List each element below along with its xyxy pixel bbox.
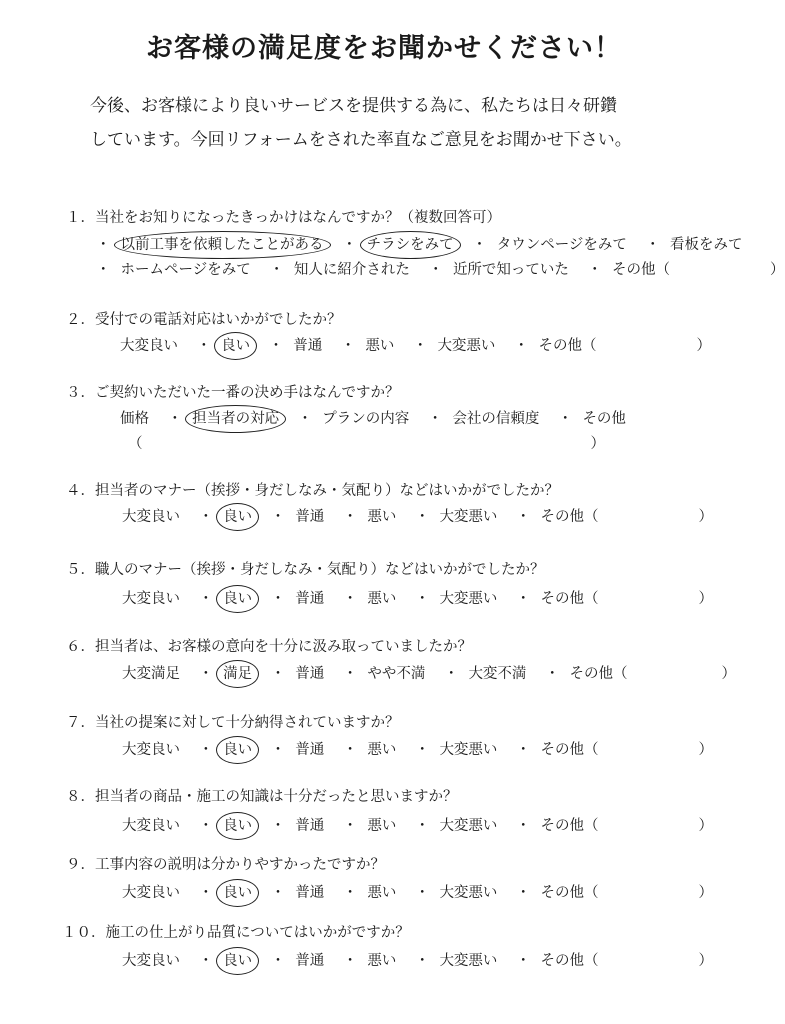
- option-price[interactable]: 価格: [120, 411, 149, 427]
- question-text: 施工の仕上がり品質についてはいかがですか？: [105, 925, 410, 941]
- option-other[interactable]: その他（: [540, 885, 599, 901]
- option-very-good[interactable]: 大変良い: [122, 742, 180, 758]
- question-text: 当社の提案に対して十分納得されていますか？: [95, 715, 400, 731]
- question-2-options: 大変良い ・ 良い ・ 普通 ・ 悪い ・ 大変悪い ・ その他（ ）: [120, 338, 712, 354]
- question-4-options: 大変良い ・ 良い ・ 普通 ・ 悪い ・ 大変悪い ・ その他（ ）: [122, 509, 714, 525]
- option-very-bad[interactable]: 大変悪い: [437, 338, 496, 354]
- option-very-bad[interactable]: 大変悪い: [439, 591, 498, 607]
- question-number: １．: [66, 210, 95, 226]
- page-title: お客様の満足度をお聞かせください！: [146, 33, 622, 64]
- question-9-options: 大変良い ・ 良い ・ 普通 ・ 悪い ・ 大変悪い ・ その他（ ）: [122, 885, 714, 901]
- option-good[interactable]: 良い: [223, 818, 253, 834]
- option-good[interactable]: 良い: [223, 742, 253, 758]
- question-7-options: 大変良い ・ 良い ・ 普通 ・ 悪い ・ 大変悪い ・ その他（ ）: [122, 742, 714, 758]
- question-5-options: 大変良い ・ 良い ・ 普通 ・ 悪い ・ 大変悪い ・ その他（ ）: [122, 591, 714, 607]
- option-other[interactable]: その他（: [540, 742, 599, 758]
- question-1: [66, 209, 501, 227]
- option-very-bad[interactable]: 大変悪い: [439, 742, 498, 758]
- option-other[interactable]: その他（: [540, 953, 599, 969]
- question-4: ４．担当者のマナー（挨拶・身だしなみ・気配り）などはいかがでしたか？: [66, 483, 559, 499]
- option-bad[interactable]: 悪い: [367, 953, 397, 969]
- question-3-options: 価格 ・ 担当者の対応 ・ プランの内容 ・ 会社の信頼度 ・ その他: [120, 411, 626, 427]
- option-normal[interactable]: 普通: [293, 338, 323, 354]
- option-good[interactable]: 良い: [223, 509, 253, 525]
- option-very-bad[interactable]: 大変悪い: [439, 818, 498, 834]
- option-normal[interactable]: 普通: [295, 953, 325, 969]
- question-5: ５．職人のマナー（挨拶・身だしなみ・気配り）などはいかがでしたか？: [66, 562, 545, 578]
- option-bad[interactable]: 悪い: [367, 509, 397, 525]
- option-neighborhood[interactable]: 近所で知っていた: [452, 262, 569, 278]
- question-10-options: 大変良い ・ 良い ・ 普通 ・ 悪い ・ 大変悪い ・ その他（ ）: [122, 953, 714, 969]
- option-other[interactable]: その他（: [540, 818, 599, 834]
- question-text: 担当者の商品・施工の知識は十分だったと思いますか？: [95, 789, 458, 805]
- option-plan-content[interactable]: プランの内容: [322, 411, 410, 427]
- option-other[interactable]: その他（: [540, 591, 599, 607]
- option-company-trust[interactable]: 会社の信頼度: [452, 411, 540, 427]
- close-paren: ）: [770, 262, 785, 278]
- option-very-good[interactable]: 大変良い: [122, 818, 180, 834]
- option-homepage[interactable]: ホームページをみて: [120, 262, 251, 278]
- option-bad[interactable]: 悪い: [367, 591, 397, 607]
- question-1-options-row-1: ・ 以前工事を依頼したことがある ・ チラシをみて ・ タウンページをみて ・ 看板をみて: [96, 237, 743, 253]
- intro-line-1: 今後、お客様により良いサービスを提供する為に、私たちは日々研鑽: [90, 96, 617, 116]
- option-referral[interactable]: 知人に紹介された: [293, 262, 410, 278]
- question-8-options: 大変良い ・ 良い ・ 普通 ・ 悪い ・ 大変悪い ・ その他（ ）: [122, 818, 714, 834]
- option-staff-response[interactable]: 担当者の対応: [192, 411, 280, 427]
- option-bad[interactable]: 悪い: [367, 885, 397, 901]
- option-very-bad[interactable]: 大変悪い: [439, 885, 498, 901]
- option-town-page[interactable]: タウンページをみて: [496, 237, 627, 253]
- option-normal[interactable]: 普通: [295, 742, 325, 758]
- question-text: ご契約いただいた一番の決め手はなんですか？: [95, 385, 400, 401]
- question-text: 工事内容の説明は分かりやすかったですか？: [95, 857, 385, 873]
- option-other[interactable]: その他（: [612, 262, 671, 278]
- question-8: ８．担当者の商品・施工の知識は十分だったと思いますか？: [66, 789, 458, 805]
- question-1-options-row-2: ・ ホームページをみて ・ 知人に紹介された ・ 近所で知っていた ・ その他（ ）: [96, 262, 785, 278]
- option-other[interactable]: その他: [582, 411, 626, 427]
- question-10: １０．施工の仕上がり品質についてはいかがですか？: [62, 925, 410, 941]
- option-other[interactable]: その他（: [540, 509, 599, 525]
- option-very-good[interactable]: 大変良い: [120, 338, 178, 354]
- option-flyer[interactable]: チラシをみて: [366, 237, 454, 253]
- intro-line-2: しています。今回リフォームをされた率直なご意見をお聞かせ下さい。: [90, 130, 632, 150]
- question-text: 担当者のマナー（挨拶・身だしなみ・気配り）などはいかがでしたか？: [95, 483, 559, 499]
- question-text: 受付での電話対応はいかがでしたか？: [95, 312, 342, 328]
- option-satisfied[interactable]: 満足: [223, 666, 253, 682]
- option-very-bad[interactable]: 大変悪い: [439, 953, 498, 969]
- option-very-good[interactable]: 大変良い: [122, 509, 180, 525]
- question-3: ３．ご契約いただいた一番の決め手はなんですか？: [66, 385, 400, 401]
- option-very-good[interactable]: 大変良い: [122, 953, 180, 969]
- option-good[interactable]: 良い: [223, 591, 253, 607]
- option-slightly-dissatisfied[interactable]: やや不満: [367, 666, 426, 682]
- question-text: 担当者は、お客様の意向を十分に汲み取っていましたか？: [95, 639, 472, 655]
- question-3-other-field[interactable]: （ ）: [128, 436, 605, 452]
- option-previous-work[interactable]: 以前工事を依頼したことがある: [120, 237, 324, 253]
- option-bad[interactable]: 悪い: [365, 338, 395, 354]
- option-other[interactable]: その他（: [538, 338, 597, 354]
- option-good[interactable]: 良い: [221, 338, 251, 354]
- option-very-good[interactable]: 大変良い: [122, 591, 180, 607]
- question-6-options: 大変満足 ・ 満足 ・ 普通 ・ やや不満 ・ 大変不満 ・ その他（ ）: [122, 666, 737, 682]
- option-bad[interactable]: 悪い: [367, 818, 397, 834]
- question-6: ６．担当者は、お客様の意向を十分に汲み取っていましたか？: [66, 639, 472, 655]
- option-very-bad[interactable]: 大変悪い: [439, 509, 498, 525]
- option-normal[interactable]: 普通: [295, 509, 325, 525]
- option-very-good[interactable]: 大変良い: [122, 885, 180, 901]
- question-7: ７．当社の提案に対して十分納得されていますか？: [66, 715, 400, 731]
- option-normal[interactable]: 普通: [295, 591, 325, 607]
- option-normal[interactable]: 普通: [295, 666, 325, 682]
- option-normal[interactable]: 普通: [295, 885, 325, 901]
- option-good[interactable]: 良い: [223, 885, 253, 901]
- option-very-satisfied[interactable]: 大変満足: [122, 666, 180, 682]
- option-very-dissatisfied[interactable]: 大変不満: [468, 666, 527, 682]
- option-good[interactable]: 良い: [223, 953, 253, 969]
- question-text: 職人のマナー（挨拶・身だしなみ・気配り）などはいかがでしたか？: [95, 562, 545, 578]
- question-text: 当社をお知りになったきっかけはなんですか？（複数回答可）: [95, 210, 501, 226]
- question-2: ２．受付での電話対応はいかがでしたか？: [66, 312, 342, 328]
- option-bad[interactable]: 悪い: [367, 742, 397, 758]
- option-other[interactable]: その他（: [569, 666, 628, 682]
- option-signboard[interactable]: 看板をみて: [670, 237, 743, 253]
- option-normal[interactable]: 普通: [295, 818, 325, 834]
- question-9: ９．工事内容の説明は分かりやすかったですか？: [66, 857, 385, 873]
